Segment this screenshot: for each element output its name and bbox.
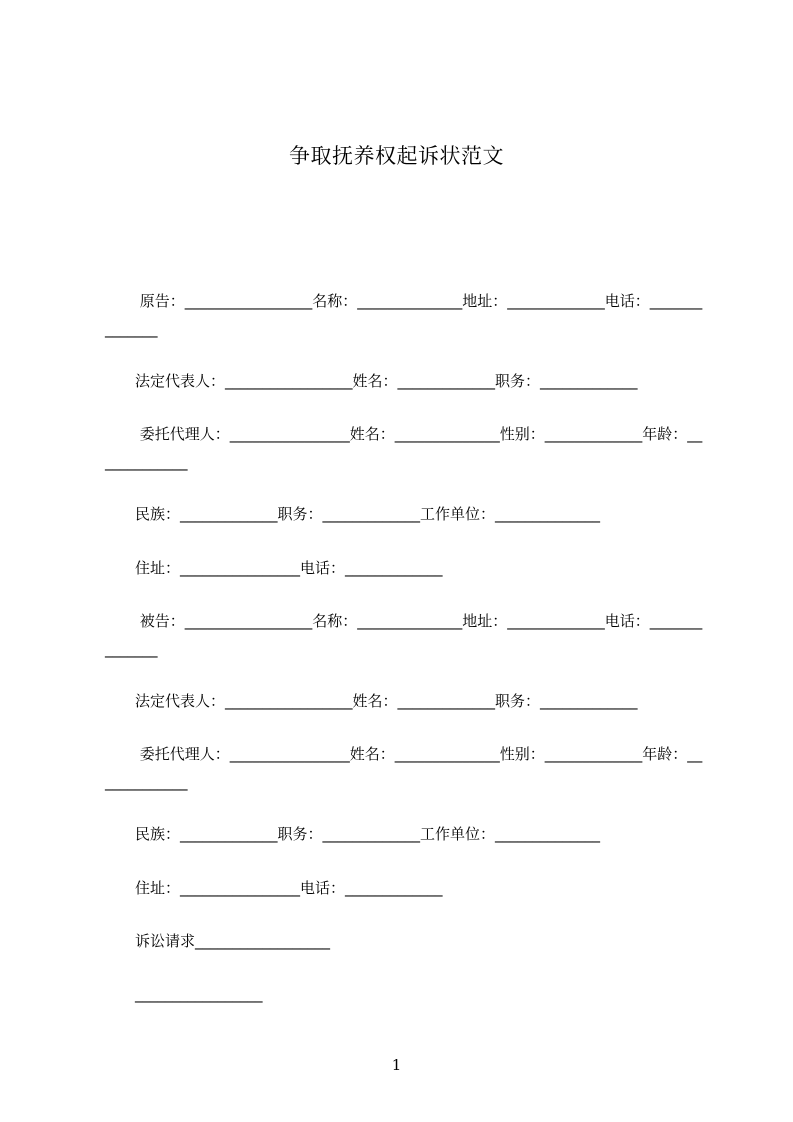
- defendant-address-line: 住址：________________电话：_____________: [105, 879, 443, 897]
- plaintiff-line: 原告：_________________名称：______________地址：_____________电话：______________: [105, 292, 703, 338]
- claims-blank-line: _________________: [105, 985, 263, 1003]
- plaintiff-address-line: 住址：________________电话：_____________: [105, 559, 443, 577]
- defendant-legal-representative-line: 法定代表人：_________________姓名：_____________职务：_____________: [105, 692, 638, 710]
- plaintiff-agent-line: 委托代理人：________________姓名：______________性别：_____________年龄：_____________: [105, 425, 703, 471]
- claims-heading-line: 诉讼请求__________________: [105, 932, 331, 950]
- defendant-line: 被告：_________________名称：______________地址：_____________电话：______________: [105, 612, 703, 658]
- document-title: 争取抚养权起诉状范文: [289, 144, 504, 168]
- page-number: 1: [391, 1056, 402, 1074]
- defendant-ethnicity-line: 民族：_____________职务：_____________工作单位：______________: [105, 825, 601, 843]
- defendant-agent-line: 委托代理人：________________姓名：______________性别：_____________年龄：_____________: [105, 745, 703, 791]
- plaintiff-legal-representative-line: 法定代表人：_________________姓名：_____________职务：_____________: [105, 372, 638, 390]
- plaintiff-ethnicity-line: 民族：_____________职务：_____________工作单位：______________: [105, 505, 601, 523]
